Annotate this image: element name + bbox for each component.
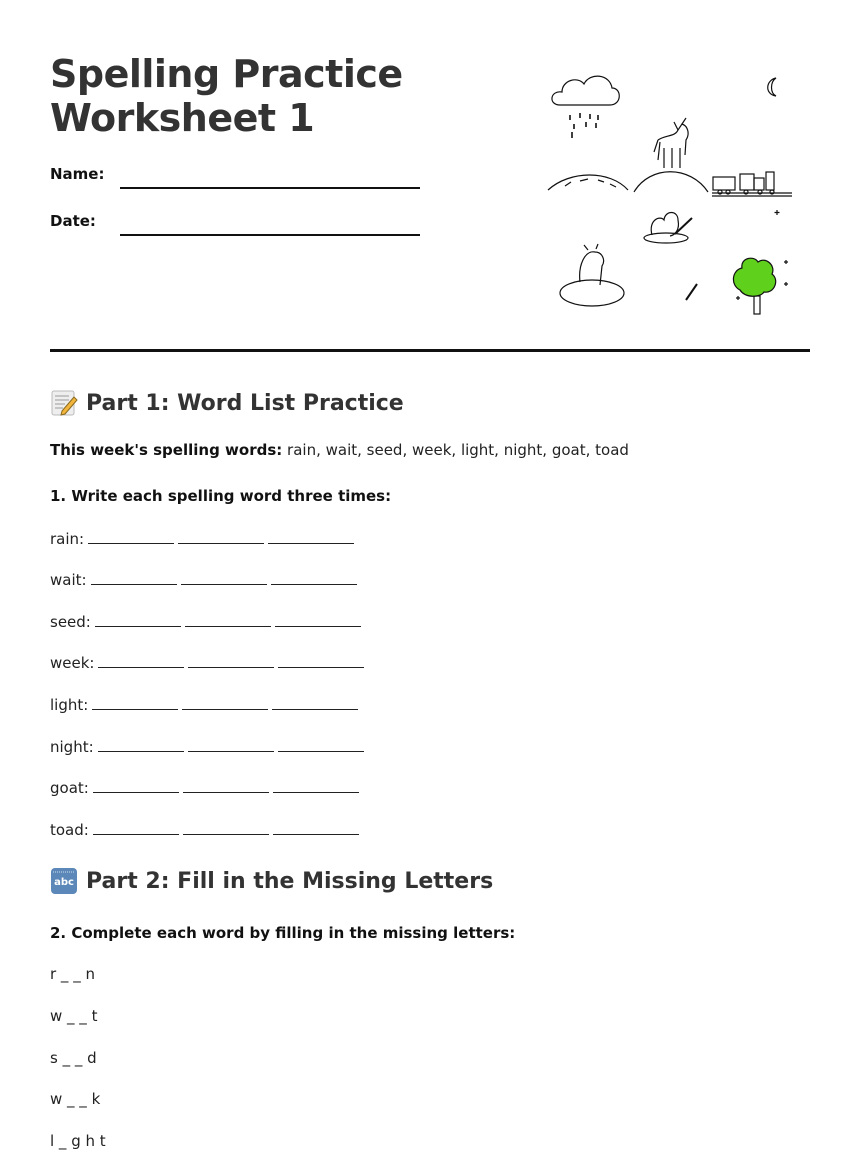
spelling-words-list: rain, wait, seed, week, light, night, goat, toad	[287, 441, 629, 459]
row-word: goat:	[50, 779, 89, 797]
blank-3[interactable]	[278, 653, 364, 668]
blank-1[interactable]	[91, 570, 177, 585]
blank-2[interactable]	[182, 695, 268, 710]
blank-1[interactable]	[98, 653, 184, 668]
practice-row	[50, 570, 357, 589]
sparkle-icon	[775, 210, 780, 215]
abc-icon	[50, 867, 78, 895]
part2-heading	[50, 867, 493, 895]
practice-row	[50, 612, 361, 631]
train-icon	[712, 172, 792, 196]
blank-1[interactable]	[93, 820, 179, 835]
moon-icon	[768, 78, 776, 96]
blank-2[interactable]	[183, 778, 269, 793]
header-divider	[50, 349, 810, 352]
row-word: rain:	[50, 530, 85, 548]
blank-1[interactable]	[88, 529, 174, 544]
rain-cloud-icon	[552, 76, 619, 138]
blank-3[interactable]	[278, 737, 364, 752]
blank-1[interactable]	[93, 778, 179, 793]
missing-letters-item: w _ _ t	[50, 1007, 98, 1025]
name-field[interactable]	[120, 187, 420, 189]
date-label: Date:	[50, 212, 96, 230]
missing-letters-item: w _ _ k	[50, 1090, 101, 1108]
pencil-icon	[686, 284, 697, 300]
row-word: light:	[50, 696, 89, 714]
blank-3[interactable]	[271, 570, 357, 585]
missing-letters-item: l _ g h t	[50, 1132, 106, 1150]
row-word: toad:	[50, 821, 89, 839]
title-line-2: Worksheet 1	[50, 96, 315, 140]
blank-3[interactable]	[272, 695, 358, 710]
practice-row	[50, 737, 364, 756]
blank-3[interactable]	[273, 820, 359, 835]
part1-heading	[50, 389, 404, 417]
blank-2[interactable]	[185, 612, 271, 627]
practice-row	[50, 529, 354, 548]
frog-on-lily-pad-icon	[644, 213, 692, 244]
part1-instruction: 1. Write each spelling word three times:	[50, 487, 392, 505]
part2-instruction: 2. Complete each word by filling in the missing letters:	[50, 924, 516, 942]
practice-row	[50, 820, 359, 839]
spelling-words-label: This week's spelling words:	[50, 441, 283, 459]
part2-heading-text: Part 2: Fill in the Missing Letters	[86, 868, 494, 894]
practice-row	[50, 778, 359, 797]
blank-2[interactable]	[188, 737, 274, 752]
tree-icon	[733, 258, 788, 314]
toad-on-rock-icon	[560, 244, 624, 306]
row-word: week:	[50, 654, 95, 672]
blank-2[interactable]	[181, 570, 267, 585]
date-field[interactable]	[120, 234, 420, 236]
blank-1[interactable]	[92, 695, 178, 710]
blank-3[interactable]	[273, 778, 359, 793]
blank-1[interactable]	[95, 612, 181, 627]
blank-2[interactable]	[188, 653, 274, 668]
practice-row	[50, 653, 364, 672]
blank-3[interactable]	[268, 529, 354, 544]
row-word: wait:	[50, 571, 87, 589]
blank-2[interactable]	[183, 820, 269, 835]
missing-letters-item: s _ _ d	[50, 1049, 97, 1067]
header-illustration	[540, 60, 800, 325]
practice-row	[50, 695, 358, 714]
spelling-words-line	[50, 441, 629, 459]
blank-1[interactable]	[98, 737, 184, 752]
row-word: night:	[50, 738, 94, 756]
title-line-1: Spelling Practice	[50, 52, 403, 96]
hill-icon	[548, 175, 628, 190]
row-word: seed:	[50, 613, 91, 631]
svg-text:abc: abc	[54, 877, 74, 888]
blank-3[interactable]	[275, 612, 361, 627]
blank-2[interactable]	[178, 529, 264, 544]
missing-letters-item: r _ _ n	[50, 965, 95, 983]
name-label: Name:	[50, 165, 105, 183]
memo-icon	[50, 389, 78, 417]
page-title	[50, 52, 403, 140]
goat-on-hill-icon	[634, 118, 708, 192]
part1-heading-text: Part 1: Word List Practice	[86, 390, 404, 416]
